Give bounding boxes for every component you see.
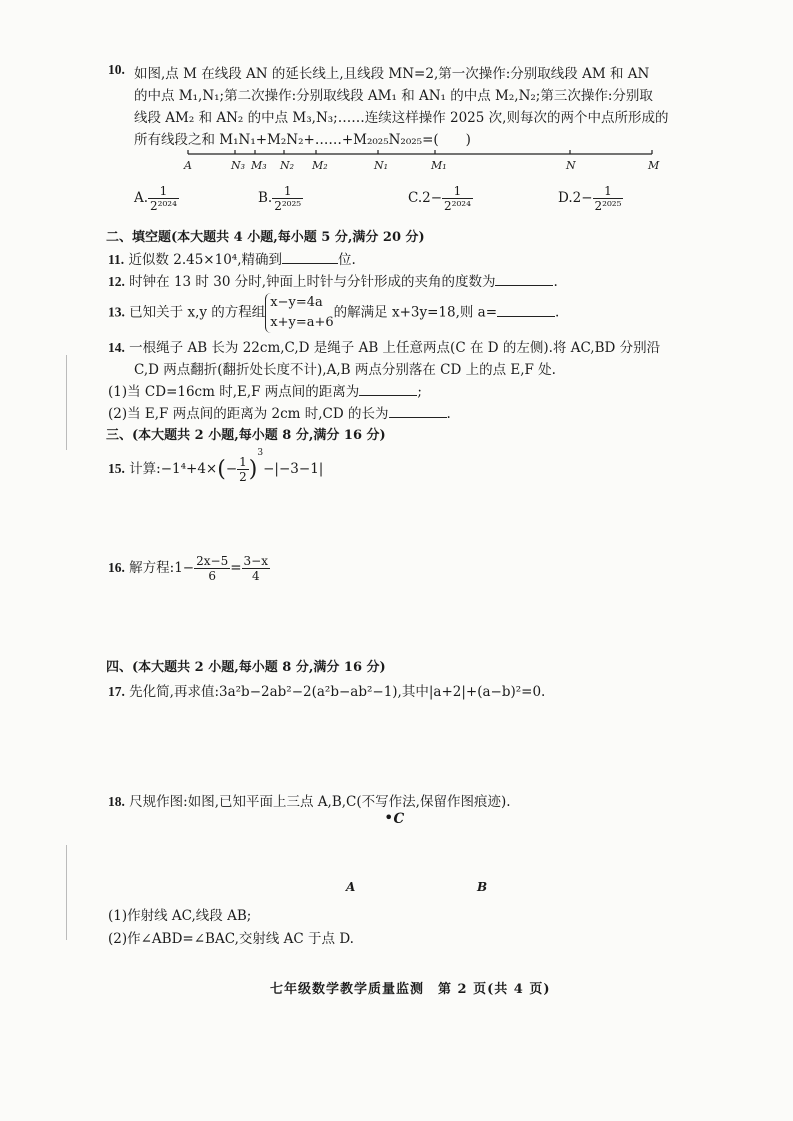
section-4-heading: 四、(本大题共 2 小题,每小题 8 分,满分 16 分) bbox=[106, 660, 386, 675]
q10-number: 10. bbox=[108, 62, 125, 77]
q10-option-a[interactable]: A. $\frac{1}{\text{2²⁰²⁴}}$ bbox=[134, 184, 177, 213]
q11: 11. 近似数 2.45×10⁴,精确到 位. bbox=[108, 252, 356, 268]
q18-point-a: A bbox=[346, 880, 356, 894]
q13-equation-system: x−y=4a x+y=a+6 bbox=[265, 293, 333, 333]
q17: 17. 先化简,再求值:3a²b−2ab²−2(a²b−ab²−1),其中|a+2|+(a−b)²=0. bbox=[108, 684, 546, 700]
q14-part1-blank[interactable] bbox=[359, 382, 417, 396]
page-footer: 七年级数学教学质量监测 第 2 页(共 4 页) bbox=[270, 982, 551, 997]
segment-point-label: N₁ bbox=[374, 159, 389, 172]
q13: 13. 已知关于 x,y 的方程组 x−y=4a x+y=a+6 的解满足 x+3y=18,则 a= . bbox=[108, 293, 559, 333]
q14-line2: C,D 两点翻折(翻折处长度不计),A,B 两点分别落在 CD 上的点 E,F 处. bbox=[134, 362, 556, 378]
q10-line1: 如图,点 M 在线段 AN 的延长线上,且线段 MN=2,第一次操作:分别取线段 AM 和 AN bbox=[134, 66, 650, 82]
q16: 16. 解方程:1− $\frac{2x-5}{6}$ = $\frac{3-x}{4}$ bbox=[108, 554, 268, 583]
q18-point-b: B bbox=[477, 880, 488, 894]
q10-segment-diagram bbox=[180, 145, 660, 181]
q14-part1: (1)当 CD=16cm 时,E,F 两点间的距离为 ; bbox=[108, 384, 422, 400]
q12: 12. 时钟在 13 时 30 分时,钟面上时针与分针形成的夹角的度数为 . bbox=[108, 274, 558, 290]
q15: 15. 计算:−1⁴+4×(− $\frac{1}{2}$ )$^3$−|−3−1| bbox=[108, 448, 324, 484]
q10-option-c[interactable]: C.2− $\frac{1}{\text{2²⁰²⁴}}$ bbox=[408, 184, 471, 213]
q18: 18. 尺规作图:如图,已知平面上三点 A,B,C(不写作法,保留作图痕迹). bbox=[108, 794, 511, 810]
q14-part2-blank[interactable] bbox=[389, 404, 447, 418]
scan-mark bbox=[66, 355, 67, 450]
q18-part1: (1)作射线 AC,线段 AB; bbox=[108, 908, 252, 924]
q11-answer-blank[interactable] bbox=[282, 250, 338, 264]
segment-point-label: M₃ bbox=[251, 159, 267, 172]
q18-part2: (2)作∠ABD=∠BAC,交射线 AC 于点 D. bbox=[108, 931, 354, 947]
segment-point-label: M₂ bbox=[312, 159, 328, 172]
q10-line4: 所有线段之和 M₁N₁+M₂N₂+……+M₂₀₂₅N₂₀₂₅=( ) bbox=[134, 132, 471, 148]
segment-point-label: N₂ bbox=[280, 159, 295, 172]
scan-mark bbox=[66, 845, 67, 940]
segment-point-label: A bbox=[184, 159, 192, 172]
q18-point-c: •C bbox=[384, 808, 405, 827]
q14-part2: (2)当 E,F 两点间的距离为 2cm 时,CD 的长为 . bbox=[108, 406, 451, 422]
q10-line3: 线段 AM₂ 和 AN₂ 的中点 M₃,N₃;……连续这样操作 2025 次,则每次的两个中点所形成的 bbox=[134, 110, 669, 126]
q10-line2: 的中点 M₁,N₁;第二次操作:分别取线段 AM₁ 和 AN₁ 的中点 M₂,N₂;第三次操作:分别取 bbox=[134, 88, 653, 104]
section-3-heading: 三、(本大题共 2 小题,每小题 8 分,满分 16 分) bbox=[106, 428, 386, 443]
q14-line1: 14. 一根绳子 AB 长为 22cm,C,D 是绳子 AB 上任意两点(C 在 D 的左侧).将 AC,BD 分别沿 bbox=[108, 340, 661, 356]
q13-answer-blank[interactable] bbox=[497, 303, 555, 317]
q10-option-b[interactable]: B. $\frac{1}{\text{2²⁰²⁵}}$ bbox=[258, 184, 302, 213]
q10-option-d[interactable]: D.2− $\frac{1}{\text{2²⁰²⁵}}$ bbox=[558, 184, 622, 213]
segment-point-label: M bbox=[648, 159, 660, 172]
segment-point-label: N bbox=[566, 159, 576, 172]
segment-point-label: N₃ bbox=[231, 159, 246, 172]
q12-answer-blank[interactable] bbox=[495, 272, 553, 286]
segment-point-label: M₁ bbox=[431, 159, 447, 172]
section-2-heading: 二、填空题(本大题共 4 小题,每小题 5 分,满分 20 分) bbox=[106, 230, 425, 245]
